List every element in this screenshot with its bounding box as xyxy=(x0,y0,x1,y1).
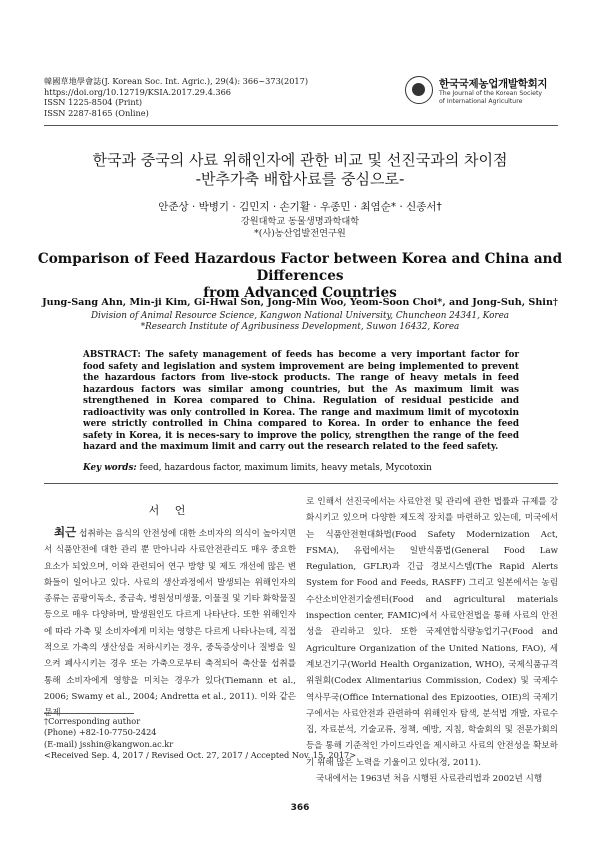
footnote-dates: <Received Sep. 4, 2017 / Revised Oct. 27, 2017 / Accepted Nov. 15, 2017> xyxy=(44,749,357,760)
doi-link[interactable]: https://doi.org/10.12719/KSIA.2017.29.4.366 xyxy=(44,86,232,97)
logo-korean-name: 한국국제농업개발학회지 xyxy=(439,78,548,90)
abstract-divider xyxy=(44,483,558,484)
footnote-divider xyxy=(44,713,134,714)
korean-authors: 안준상 · 박병기 · 김민지 · 손기활 · 우종민 · 최염순* · 신종서† xyxy=(158,201,442,213)
korean-title-line: 한국과 중국의 사료 위해인자에 관한 비교 및 선진국과의 차이점 xyxy=(92,151,508,169)
issn-print: ISSN 1225-8504 (Print) xyxy=(44,97,143,108)
intro-left-text: 섭취하는 음식의 안전성에 대한 소비자의 의식이 높아지면서 식품안전에 대한 관리 뿐 만아니라 사료안전관리도 매우 중요한 요소가 되었으며, 이와 관련되어 연구 방향 및 제도 개선에 많은 변화들이 일어나고 있다. 사료의 생산과정에서 발생되는 위해인자의 종류는 곰팡이독소, 중금속, 병원성미생물, 이물질 및 기타 화학물질 등으로 매우 다양하며, 발생원인도 다르게 나타난다. 또한 위해인자에 따라 가축 및 소비자에게 미치는 영향은 다르게 나타나는데, 직접적으로 가축의 생산성을 저하시키는 경우, 중독증상이나 질병을 일으켜 폐사시키는 경우 또는 가축으로부터 축적되어 축산물 섭취를 통해 소비자에게 영향을 미치는 경우가 있다(Tiemann et al., 2006; Swamy et al., 2004; Andretta et al., 2011). 이와 같은 문제 xyxy=(44,529,296,719)
english-affiliations xyxy=(0,311,600,333)
logo-english-name xyxy=(439,90,542,105)
logo-english-line: of International Agriculture xyxy=(439,97,523,105)
intro-right-paragraph: 로 인해서 선진국에서는 사료안전 및 관리에 관한 법률과 규제를 강화시키고 있으며 다양한 제도적 장치를 마련하고 있는데, 미국에서는 식품안전현대화법(Food Safety Modernization Act, FSMA), 유럽에서는 일반식품법(General Food Law Regulation, GFLR)과 긴급 경보시스템(The Rapid Alerts System for Food and Feeds, RASFF) 그리고 일본에서는 농림수산소비안전기술센터(Food and agricultural materials inspection center, FAMIC)에서 사료안전법을 통해 사료의 안전성을 관리하고 있다. 또한 국제연합식량농업기구(Food and Agriculture Organization of the United Nations, FAO), 세계보건기구(World Health Organization, WHO), 국제식품규격위원회(Codex Alimentarius Commission, Codex) 및 국제수역사무국(Office International des Epizooties, OIE)의 국제기구에서는 사료안전과 관련하여 위해인자 탐색, 분석법 개발, 자료수집, 자료분석, 기술교류, 정책, 예방, 지침, 학술회의 및 전문가회의 등을 통해 기준적인 가이드라인을 제시하고 사료의 안전성을 확보하기 위해 많은 노력을 기울이고 있다(정, 2011). xyxy=(306,497,558,768)
header-divider xyxy=(44,125,558,126)
korean-affiliations xyxy=(0,216,600,239)
logo-english-line: The Journal of the Korean Society xyxy=(439,90,543,97)
footnote xyxy=(44,716,356,761)
keywords-list: feed, hazardous factor, maximum limits, heavy metals, Mycotoxin xyxy=(139,463,432,473)
keywords xyxy=(83,463,519,475)
footnote-email[interactable]: (E-mail) jsshin@kangwon.ac.kr xyxy=(44,738,174,749)
english-affiliation: *Research Institute of Agribusiness Development, Suwon 16432, Korea xyxy=(140,322,460,333)
english-title-line: from Advanced Countries xyxy=(203,284,397,301)
section-heading: 서 언 xyxy=(148,504,192,517)
korean-title xyxy=(0,151,600,189)
society-logo xyxy=(405,74,557,106)
korean-subtitle: -반추가축 배합사료를 중심으로- xyxy=(195,170,405,188)
page-number: 366 xyxy=(290,803,310,813)
society-emblem-icon xyxy=(405,76,433,104)
english-title xyxy=(0,251,600,301)
english-authors: Jung-Sang Ahn, Min-ji Kim, Gi-Hwal Son, Jong-Min Woo, Yeom-Soon Choi*, and Jong-Suh, Shin† xyxy=(42,297,558,308)
english-affiliation: Division of Animal Resource Science, Kangwon National University, Chuncheon 24341, Korea xyxy=(90,311,510,321)
korean-affiliation: *(사)농산업발전연구원 xyxy=(254,227,346,239)
abstract: ABSTRACT: The safety management of feeds has become a very important factor for food safety and legislation and system improvement are being implemented to prevent the hazardous factors from live-stock products. The range of heavy metals in feed hazardous factors was similar among countries, but the As maximum limit was strengthened in Korea compared to China. Regulation of residual pesticide and radioactivity was only controlled in Korea. The range and maximum limit of mycotoxin were strictly controlled in China compared to Korea. In order to enhance the feed safety in Korea, it is neces-sary to improve the policy, strengthen the range of the feed hazard and the maximum limit and carry out the research related to the feed safety. xyxy=(83,350,519,453)
footnote-line: (Phone) +82-10-7750-2424 xyxy=(44,727,157,738)
korean-affiliation: 강원대학교 동물생명과학대학 xyxy=(240,216,360,227)
keywords-label: Key words: xyxy=(83,463,137,473)
issn-online: ISSN 2287-8165 (Online) xyxy=(44,107,149,118)
journal-citation xyxy=(44,76,308,118)
footnote-line: †Corresponding author xyxy=(44,716,141,726)
drop-word: 최근 xyxy=(54,525,77,539)
english-title-line: Comparison of Feed Hazardous Factor between Korea and China and Differences xyxy=(37,251,563,284)
intro-right-paragraph: 국내에서는 1963년 처음 시행된 사료관리법과 2002년 시행 xyxy=(316,774,543,785)
citation-line: 韓國草地學會誌(J. Korean Soc. Int. Agric.), 29(4): 366~373(2017) xyxy=(44,76,309,86)
intro-left-column xyxy=(44,524,296,722)
